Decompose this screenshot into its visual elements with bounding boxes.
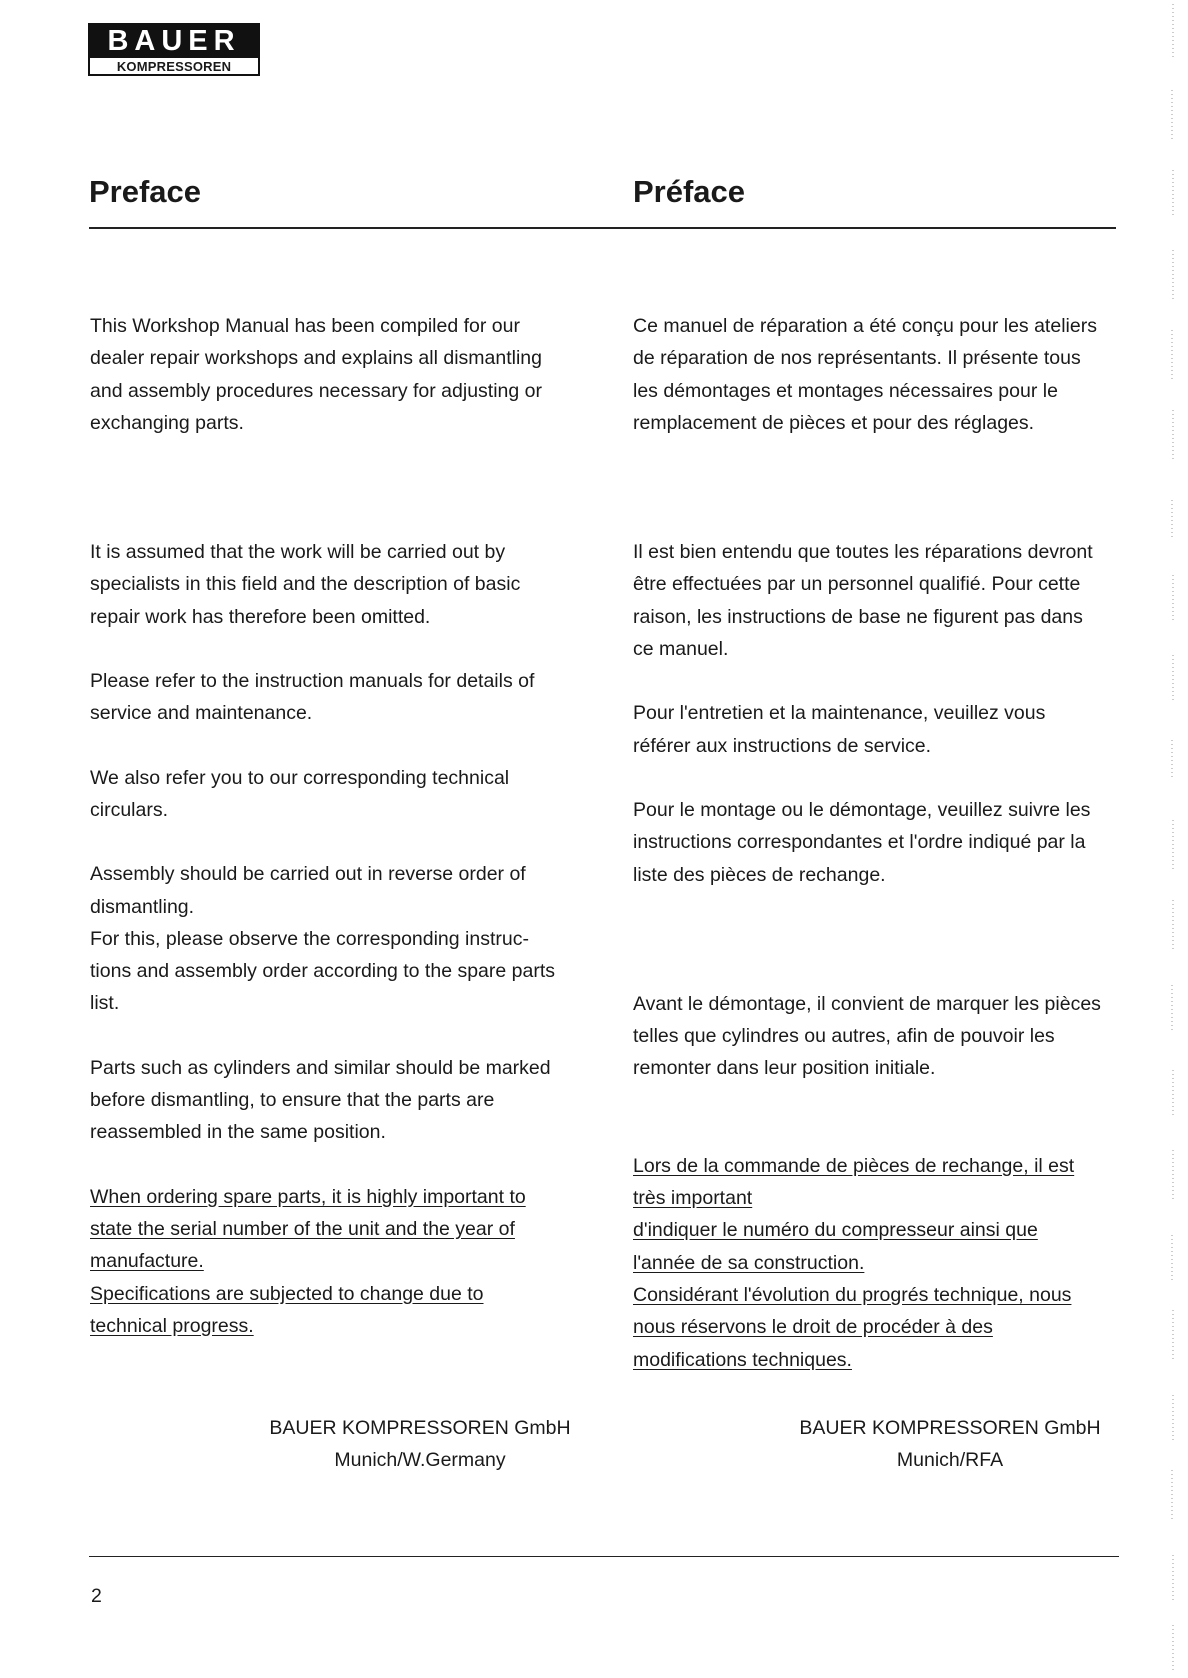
text-line: Pour l'entretien et la maintenance, veuillez vous [633,702,1046,725]
text-line: dismantling. [90,895,195,918]
text-line: les démontages et montages nécessaires pour le [633,379,1058,402]
company-name: BAUER KOMPRESSOREN GmbH [269,1417,571,1439]
company-city: Munich/W.Germany [334,1449,506,1471]
fr-paragraph-4 [633,794,1128,891]
text-line: state the serial number of the unit and the year of [90,1217,515,1240]
text-line: dealer repair workshops and explains all dismantling [90,347,542,370]
footer-divider [89,1556,1119,1557]
text-line: l'année de sa construction. [633,1251,865,1274]
heading-french: Préface [633,174,746,209]
text-line: exchanging parts. [90,411,244,434]
text-line: manufacture. [90,1250,204,1273]
text-line: This Workshop Manual has been compiled for our [90,315,520,337]
text-line: We also refer you to our corresponding technical [90,766,510,789]
company-name: BAUER KOMPRESSOREN GmbH [799,1417,1101,1439]
text-line: service and maintenance. [90,702,313,725]
text-line: and assembly procedures necessary for adjusting or [90,379,542,402]
text-line: Avant le démontage, il convient de marquer les pièces [633,992,1101,1015]
text-line: liste des pièces de rechange. [633,863,886,886]
english-column [90,310,600,1342]
header-divider [89,227,1116,229]
text-line: remplacement de pièces et pour des réglages. [633,411,1035,434]
fr-paragraph-2 [633,536,1128,665]
en-paragraph-2 [90,536,600,633]
text-line: d'indiquer le numéro du compresseur ainsi que [633,1219,1038,1242]
text-line: raison, les instructions de base ne figurent pas dans [633,605,1083,628]
company-city: Munich/RFA [896,1449,1004,1471]
text-line: specialists in this field and the description of basic [90,573,521,596]
fr-notice-underlined [633,1150,1128,1376]
text-line: Parts such as cylinders and similar should be marked [90,1056,551,1079]
text-line: When ordering spare parts, it is highly important to [90,1185,526,1208]
text-line: telles que cylindres ou autres, afin de pouvoir les [633,1025,1055,1048]
en-paragraph-6 [90,1052,600,1149]
fr-paragraph-5 [633,988,1128,1085]
logo-wordmark: BAUER [88,23,260,56]
text-line: Considérant l'évolution du progrés technique, nous [633,1283,1072,1306]
text-line: circulars. [90,798,169,821]
fr-paragraph-1 [633,310,1128,439]
text-line: before dismantling, to ensure that the parts are [90,1089,495,1112]
text-line: Ce manuel de réparation a été conçu pour les ateliers [633,315,1097,337]
company-signature-french [770,1412,1130,1476]
page-number: 2 [91,1585,102,1607]
text-line: Please refer to the instruction manuals for details of [90,670,535,693]
text-line: Specifications are subjected to change due to [90,1282,484,1305]
text-line: Lors de la commande de pièces de rechange, il est [633,1154,1075,1177]
text-line: instructions correspondantes et l'ordre indiqué par la [633,831,1086,854]
company-signature-english [240,1412,600,1476]
fr-paragraph-3 [633,697,1128,762]
company-logo [88,23,260,76]
text-line: être effectuées par un personnel qualifié. Pour cette [633,573,1081,596]
en-notice-underlined [90,1181,600,1342]
text-line: list. [90,992,120,1015]
scan-edge-marks [1167,0,1179,1678]
text-line: For this, please observe the corresponding instruc- [90,927,529,950]
text-line: modifications techniques. [633,1348,852,1371]
text-line: tions and assembly order according to the spare parts [90,960,556,983]
en-paragraph-4 [90,762,600,827]
text-line: Assembly should be carried out in reverse order of [90,863,526,886]
text-line: technical progress. [90,1314,254,1337]
heading-english: Preface [89,174,202,209]
text-line: très important [633,1187,753,1210]
en-paragraph-3 [90,665,600,730]
en-paragraph-1 [90,310,600,439]
text-line: ce manuel. [633,638,729,661]
en-paragraph-5 [90,858,600,1019]
text-line: repair work has therefore been omitted. [90,605,431,628]
logo-subtitle: KOMPRESSOREN [88,56,260,76]
text-line: Pour le montage ou le démontage, veuillez suivre les [633,798,1091,821]
text-line: nous réservons le droit de procéder à des [633,1316,993,1339]
text-line: remonter dans leur position initiale. [633,1057,936,1080]
text-line: Il est bien entendu que toutes les réparations devront [633,541,1093,564]
text-line: référer aux instructions de service. [633,734,932,757]
text-line: It is assumed that the work will be carried out by [90,541,506,564]
text-line: de réparation de nos représentants. Il présente tous [633,347,1081,370]
text-line: reassembled in the same position. [90,1121,386,1144]
french-column [633,310,1128,1376]
